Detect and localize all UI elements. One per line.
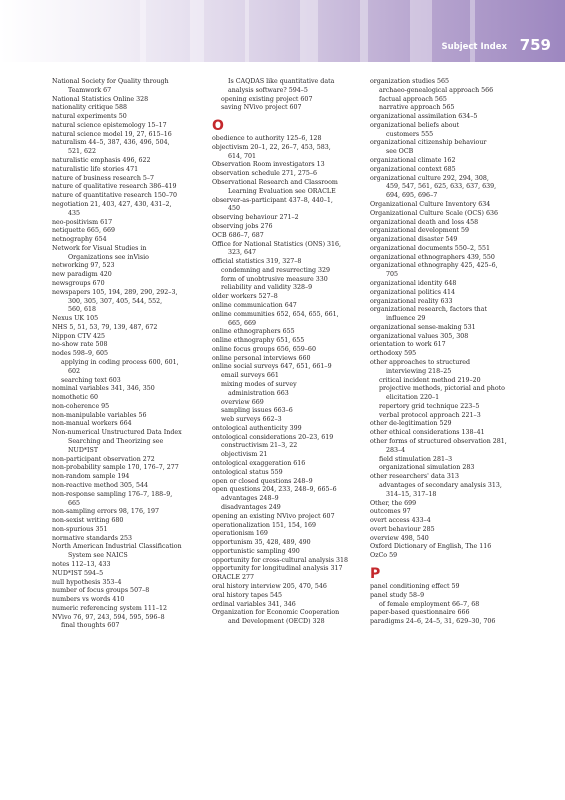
index-entry: nomothetic 60	[52, 394, 99, 402]
index-entry: panel conditioning effect 59	[370, 582, 460, 590]
index-continuation: 602	[68, 367, 81, 375]
index-entry: neo-positivism 617	[52, 218, 113, 226]
index-continuation: 459, 547, 561, 625, 633, 637, 639,	[386, 183, 497, 191]
index-entry: outcomes 97	[370, 508, 411, 516]
index-entry: ORACLE 277	[212, 574, 255, 582]
index-entry: non-spurious 351	[52, 525, 108, 533]
index-entry: observing behaviour 271–2	[212, 214, 299, 222]
index-entry: normative standards 253	[52, 534, 133, 542]
index-entry: naturalism 44–5, 387, 436, 496, 504,	[52, 139, 170, 147]
index-subentry: opening existing project 607	[221, 95, 313, 103]
index-entry: organizational context 685	[370, 165, 456, 173]
index-entry: orientation to work 617	[370, 341, 446, 349]
index-continuation: 665	[68, 499, 81, 507]
index-subentry: sampling issues 663–6	[221, 407, 293, 415]
index-continuation: Learning Evaluation see ORACLE	[228, 187, 336, 195]
index-subentry: form of unobtrusive measure 330	[221, 275, 328, 283]
index-entry: nature of quantitative research 150–70	[52, 192, 178, 200]
index-subentry: reliability and validity 328–9	[221, 284, 313, 292]
index-entry: online ethnographers 655	[212, 328, 295, 336]
index-entry: nationality critique 588	[52, 104, 128, 112]
index-continuation: 314–15, 317–18	[386, 490, 437, 498]
index-entry: Other, the 699	[370, 499, 417, 507]
index-subentry: field stimulation 281–3	[379, 455, 453, 463]
index-subentry: narrative approach 565	[379, 104, 455, 112]
index-entry: newsgroups 670	[52, 279, 105, 287]
index-entry: online focus groups 656, 659–60	[212, 345, 316, 353]
index-subentry: critical incident method 219–20	[379, 376, 481, 384]
index-entry: opportunity for longitudinal analysis 317	[212, 565, 343, 573]
index-entry: natural science epistemology 15–17	[52, 121, 167, 129]
index-subentry: mixing modes of survey	[221, 381, 297, 388]
index-entry: ordinal variables 341, 346	[212, 600, 296, 608]
index-entry: paper-based questionnaire 666	[370, 609, 470, 617]
index-continuation: 521, 622	[68, 148, 97, 156]
index-entry: organizational ethnographers 439, 550	[370, 253, 495, 261]
index-entry: online ethnography 651, 655	[212, 337, 305, 345]
index-entry: non-participant observation 272	[52, 455, 155, 463]
index-entry: netiquette 665, 669	[52, 227, 115, 235]
index-continuation: and Development (OECD) 328	[228, 618, 325, 626]
index-continuation: 560, 618	[68, 306, 97, 314]
index-entry: organizational culture 292, 294, 308,	[370, 174, 489, 182]
index-entry: non-sexist writing 680	[52, 517, 124, 525]
index-entry: numeric referencing system 111–12	[52, 604, 168, 612]
index-entry: newspapers 105, 194, 289, 290, 292–3,	[52, 288, 178, 296]
index-entry: ontological considerations 20–23, 619	[212, 433, 334, 441]
index-entry: OCB 686–7, 687	[212, 231, 264, 239]
index-entry: networking 97, 523	[52, 262, 115, 270]
index-entry: oral history interview 205, 470, 546	[212, 582, 327, 590]
index-entry: paradigms 24–6, 24–5, 31, 629–30, 706	[370, 618, 496, 626]
index-subentry: web surveys 662–3	[221, 416, 282, 424]
index-subentry: verbal protocol approach 221–3	[379, 411, 481, 419]
index-entry: observation schedule 271, 275–6	[212, 170, 318, 178]
index-entry: obedience to authority 125–6, 128	[212, 135, 322, 143]
index-entry: organizational documents 550–2, 551	[370, 244, 491, 252]
index-entry: notes 112–13, 433	[52, 560, 111, 568]
index-entry: operationalization 151, 154, 169	[212, 521, 317, 529]
index-entry: open or closed questions 248–9	[212, 477, 313, 485]
index-entry: Oxford Dictionary of English, The 116	[370, 543, 492, 551]
index-subentry: saving NVivo project 607	[221, 104, 302, 112]
index-entry: natural experiments 50	[52, 113, 127, 121]
index-subentry: projective methods, pictorial and photo	[379, 385, 505, 393]
index-subentry: constructivism 21–3, 22	[221, 442, 298, 450]
index-subentry: of female employment 66–7, 68	[379, 600, 480, 608]
index-entry: new paradigm 420	[52, 271, 112, 279]
index-entry: National Statistics Online 328	[52, 95, 149, 103]
index-entry: Organization for Economic Cooperation	[212, 609, 340, 617]
index-entry: organizational reality 633	[370, 297, 453, 305]
index-entry: organization studies 565	[370, 78, 449, 85]
index-subentry: disadvantages 249	[221, 503, 281, 511]
index-entry: other ethical considerations 138–41	[370, 429, 485, 437]
index-entry: overview 498, 540	[370, 534, 429, 542]
index-entry: non-sampling errors 98, 176, 197	[52, 508, 159, 516]
index-entry: observing jobs 276	[212, 222, 273, 230]
index-entry: nature of qualitative research 386–419	[52, 183, 177, 191]
index-entry: other approaches to structured	[370, 359, 471, 366]
index-subentry: objectivism 21	[221, 451, 268, 459]
index-continuation: 665, 669	[228, 319, 257, 327]
index-entry: online personal interviews 660	[212, 354, 311, 362]
index-entry: orthodoxy 595	[370, 350, 417, 358]
index-subentry: archaeo-genealogical approach 566	[379, 86, 494, 94]
index-entry: other researchers' data 313	[370, 473, 459, 481]
page-header	[0, 0, 565, 62]
index-entry: other de-legitimation 529	[370, 420, 452, 428]
index-entry: older workers 527–8	[212, 293, 278, 301]
index-entry: organizational sense-making 531	[370, 323, 476, 331]
index-entry: Office for National Statistics (ONS) 316,	[212, 240, 342, 248]
index-entry: organizational death and loss 458	[370, 218, 479, 226]
index-entry: oral history tapes 545	[212, 591, 283, 599]
index-entry: opening an existing NVivo project 607	[212, 512, 335, 520]
index-continuation: interviewing 218–25	[386, 367, 452, 375]
index-entry: negotiation 21, 403, 427, 430, 431–2,	[52, 200, 172, 208]
index-entry: organizational development 59	[370, 227, 470, 235]
index-continuation: 694, 695, 696–7	[386, 192, 438, 200]
index-entry: organizational ethnography 425, 425–6,	[370, 262, 498, 270]
index-continuation: influence 29	[386, 315, 426, 323]
index-entry: official statistics 319, 327–8	[212, 258, 302, 266]
running-title: Subject Index	[441, 42, 507, 52]
index-continuation: 323, 647	[228, 249, 257, 257]
index-entry: Nippon CTV 425	[52, 332, 106, 340]
index-continuation: Organizations see inVisio	[68, 253, 149, 261]
index-entry: opportunistic sampling 490	[212, 547, 300, 555]
index-entry: ontological authenticity 399	[212, 424, 302, 432]
index-entry: non-probability sample 170, 176–7, 277	[52, 464, 179, 472]
index-entry: Network for Visual Studies in	[52, 244, 147, 252]
index-subentry: repertory grid technique 223–5	[379, 402, 480, 410]
index-entry: organizational identity 648	[370, 279, 457, 287]
index-continuation: 300, 305, 307, 405, 544, 552,	[68, 297, 163, 305]
index-continuation: Teamwork 67	[68, 86, 112, 94]
index-subentry: applying in coding process 600, 601,	[61, 359, 179, 366]
index-continuation: System see NAICS	[68, 552, 128, 560]
index-entry: operationism 169	[212, 530, 268, 538]
index-entry: organizational research, factors that	[370, 306, 487, 314]
index-entry: other forms of structured observation 281,	[370, 438, 507, 446]
index-entry: NUD*IST 594–5	[52, 569, 104, 577]
index-entry: overt behaviour 285	[370, 525, 435, 533]
index-entry: online communication 647	[212, 301, 297, 309]
index-column-3	[370, 78, 530, 627]
index-entry: non-coherence 95	[52, 402, 110, 410]
index-entry: netnography 654	[52, 236, 107, 244]
index-continuation: see OCB	[386, 148, 414, 156]
index-continuation: analysis software? 594–5	[228, 86, 308, 94]
index-subentry: advantages 248–9	[221, 495, 279, 503]
index-column-1	[52, 78, 204, 631]
index-entry: null hypothesis 353–4	[52, 578, 122, 586]
section-letter: P	[370, 565, 381, 582]
index-entry: non-manual workers 664	[52, 420, 132, 428]
index-entry: opportunism 35, 428, 489, 490	[212, 539, 311, 547]
index-entry: ontological status 559	[212, 468, 283, 476]
index-entry: nature of business research 5–7	[52, 174, 155, 182]
index-entry: North American Industrial Classification	[52, 543, 182, 551]
index-entry: nodes 598–9, 605	[52, 350, 109, 358]
section-letter: O	[212, 118, 224, 135]
index-entry: ontological exaggeration 616	[212, 460, 306, 468]
index-entry: Observation Room investigators 13	[212, 161, 325, 169]
page-number: 759	[519, 36, 551, 54]
index-continuation: Is CAQDAS like quantitative data	[228, 78, 335, 85]
index-subentry: factual approach 565	[379, 95, 447, 103]
index-entry: Organizational Culture Scale (OCS) 636	[370, 209, 499, 217]
index-entry: non-manipulable variables 56	[52, 411, 147, 419]
index-entry: Non-numerical Unstructured Data Index	[52, 429, 182, 437]
index-entry: non-reactive method 305, 544	[52, 481, 149, 489]
index-entry: observer-as-participant 437–8, 440–1,	[212, 196, 333, 204]
index-entry: open questions 204, 233, 248–9, 665–6	[212, 486, 337, 494]
index-continuation: customers 555	[386, 130, 434, 138]
index-entry: organizational values 305, 308	[370, 332, 469, 340]
index-continuation: 705	[386, 271, 399, 279]
index-entry: online social surveys 647, 651, 661–9	[212, 363, 332, 371]
index-entry: organizational disaster 549	[370, 236, 458, 244]
index-continuation: 614, 701	[228, 152, 257, 160]
index-continuation: 450	[228, 205, 241, 213]
index-entry: Organizational Culture Inventory 634	[370, 200, 491, 208]
index-entry: National Society for Quality through	[52, 78, 169, 85]
index-entry: organizational climate 162	[370, 157, 456, 165]
index-entry: numbers vs words 410	[52, 596, 125, 604]
index-entry: Nexus UK 105	[52, 315, 99, 323]
index-entry: panel study 58–9	[370, 591, 425, 599]
index-entry: online communities 652, 654, 655, 661,	[212, 310, 339, 318]
index-entry: nominal variables 341, 346, 350	[52, 385, 155, 393]
index-subentry: condemning and resurrecting 329	[221, 266, 331, 274]
index-subentry: overview 669	[221, 398, 264, 406]
index-entry: overt access 433–4	[370, 517, 431, 525]
index-entry: no-show rate 508	[52, 341, 108, 349]
index-subentry: searching text 603	[61, 376, 121, 384]
index-entry: naturalistic life stories 471	[52, 165, 139, 173]
index-entry: natural science model 19, 27, 615–16	[52, 130, 172, 138]
index-continuation: NUD*IST	[68, 446, 99, 454]
index-subentry: organizational simulation 283	[379, 464, 475, 472]
index-entry: OzCo 59	[370, 552, 398, 560]
index-entry: Observational Research and Classroom	[212, 179, 338, 187]
index-entry: number of focus groups 507–8	[52, 587, 150, 595]
index-entry: NVivo 76, 97, 243, 594, 595, 596–8	[52, 613, 165, 621]
index-entry: opportunity for cross-cultural analysis 318	[212, 556, 349, 564]
index-continuation: administration 663	[228, 389, 289, 397]
index-entry: NHS 5, 51, 53, 79, 139, 487, 672	[52, 323, 158, 331]
index-entry: organizational citizenship behaviour	[370, 139, 487, 147]
index-entry: objectivism 20–1, 22, 26–7, 453, 583,	[212, 143, 331, 151]
index-subentry: final thoughts 607	[61, 622, 120, 630]
index-subentry: advantages of secondary analysis 313,	[379, 481, 502, 489]
index-entry: naturalistic emphasis 496, 622	[52, 157, 151, 165]
index-continuation: 435	[68, 209, 81, 217]
index-continuation: 283–4	[386, 446, 406, 454]
index-entry: organizational politics 414	[370, 288, 456, 296]
index-subentry: email surveys 661	[221, 372, 279, 380]
index-column-2	[212, 78, 364, 627]
index-entry: non-response sampling 176–7, 188–9,	[52, 490, 173, 498]
index-entry: organizational assimilation 634–5	[370, 113, 478, 121]
index-continuation: elicitation 220–1	[386, 394, 440, 402]
index-entry: non-random sample 194	[52, 473, 130, 481]
index-continuation: Searching and Theorizing see	[68, 438, 164, 446]
index-entry: organizational beliefs about	[370, 121, 460, 129]
